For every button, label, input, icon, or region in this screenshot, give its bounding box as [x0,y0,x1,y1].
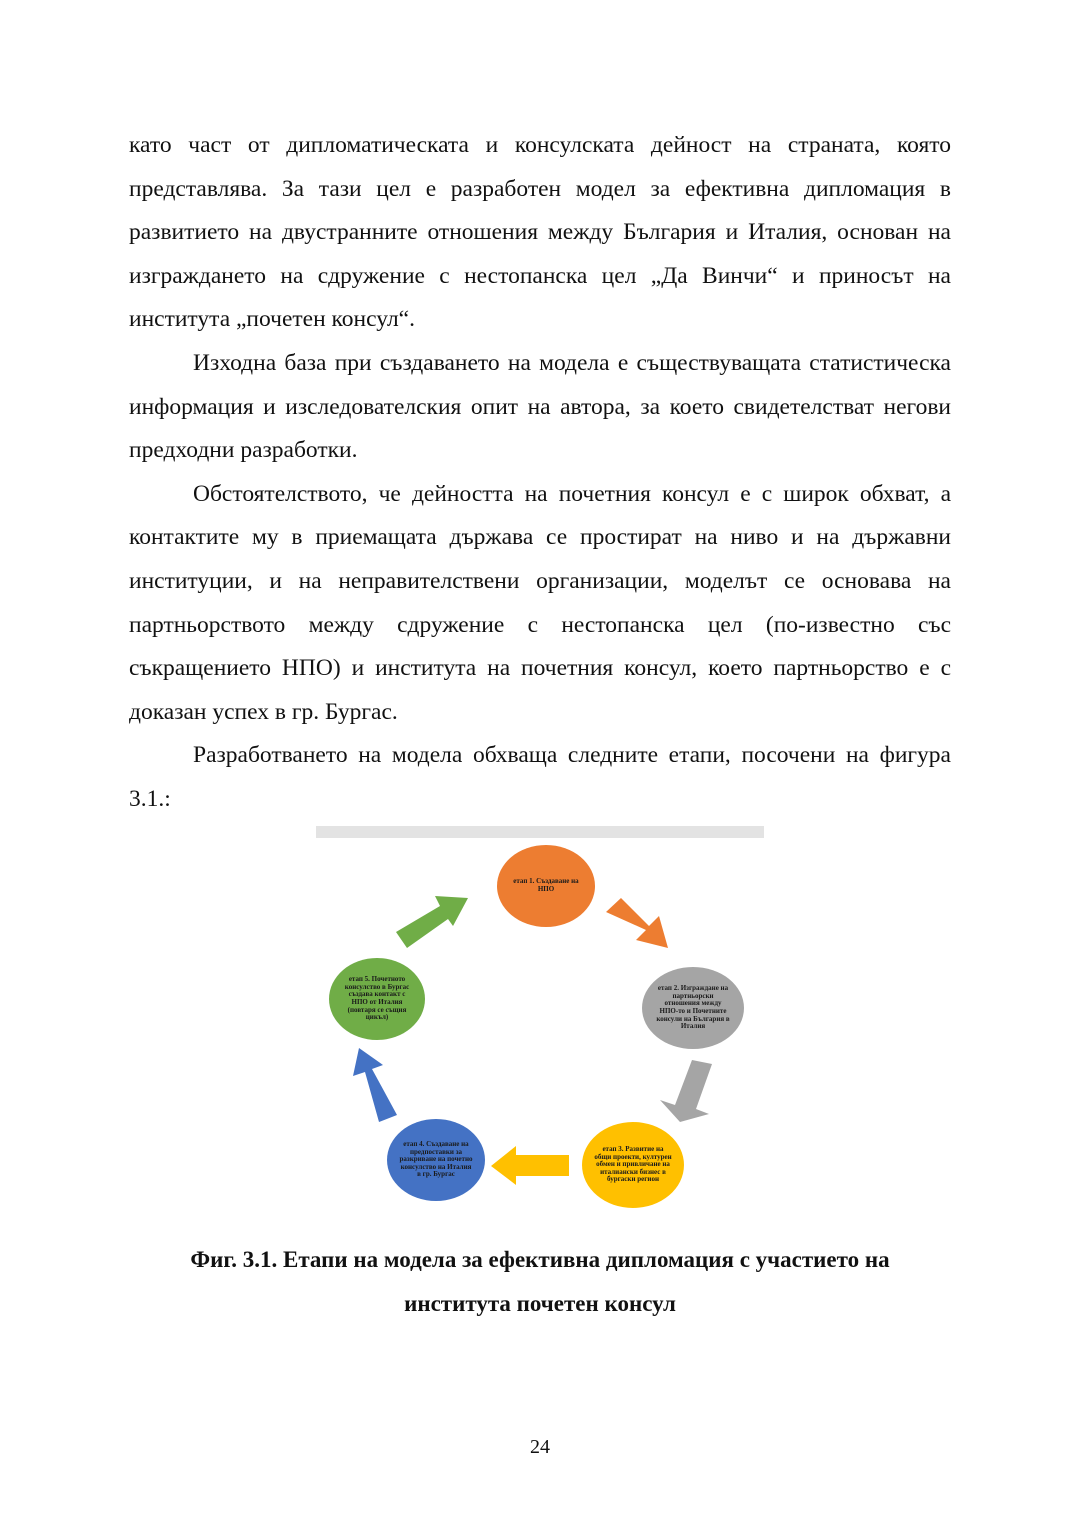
stage-4-node [387,1119,485,1201]
stage-4-label: етап 4. Създаване на предпоставки за разкриване на почетно консулство на Италия в гр. Бургас [399,1140,473,1179]
cycle-diagram [316,826,764,1218]
figure-caption-line-1: Фиг. 3.1. Етапи на модела за ефективна дипломация с участието на [190,1247,890,1272]
stage-2-node [642,967,744,1049]
body-text [129,124,951,822]
stage-3-label: етап 3. Развитие на общи проекти, културен обмен и привличане на италиански бизнес в бургаски регион [594,1145,672,1184]
paragraph-1: като част от дипломатическата и консулската дейност на страната, която представлява. За тази цел е разработен модел за ефективна дипломация в развитието на двустранните отношения между България и Италия, основан на изграждането на сдружение с нестопанска цел „Да Винчи“ и приносът на института „почетен консул“. [129,132,951,333]
arrow-stage1-to-stage2 [606,898,668,948]
arrow-stage4-to-stage5 [353,1048,397,1122]
stage-1-node [497,845,595,927]
paragraph-3: Обстоятелството, че дейността на почетния консул е с широк обхват, а контактите му в приемащата държава се простират на ниво и на държавни институции, и на неправителствени организации, моделът се основава на партньорството между сдружение с нестопанска цел (по-известно със съкращението НПО) и института на почетния консул, което партньорство е с доказан успех в гр. Бургас. [129,480,951,725]
figure-caption [100,1238,980,1326]
paragraph-4: Разработването на модела обхваща следните етапи, посочени на фигура 3.1.: [129,742,951,812]
arrow-stage3-to-stage4 [491,1146,569,1185]
stage-5-node [329,958,425,1040]
stage-5-label: етап 5. Почетното консулство в Бургас създава контакт с НПО от Италия (повтаря се същия цикъл) [344,975,410,1022]
figure-caption-line-2: института почетен консул [404,1291,676,1316]
stage-2-label: етап 2. Изграждане на партньорски отношения между НПО-то и Почетните консули на България в Италия [656,984,730,1031]
arrow-stage5-to-stage1 [396,896,468,948]
paragraph-2: Изходна база при създаването на модела е съществуващата статистическа информация и изследователския опит на автора, за което свидетелстват негови предходни разработки. [129,349,951,464]
stage-1-label: етап 1. Създаване на НПО [513,877,579,893]
page-number: 24 [530,1436,550,1458]
stage-3-node [582,1122,684,1208]
arrow-stage2-to-stage3 [660,1060,712,1122]
